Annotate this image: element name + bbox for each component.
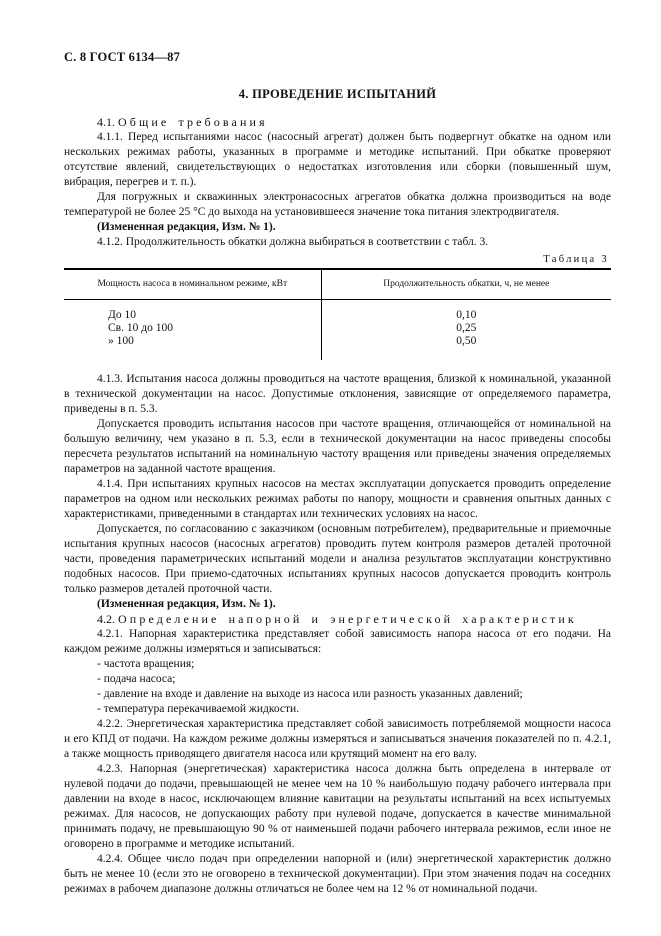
table-row <box>64 322 611 335</box>
chapter-title: 4. ПРОВЕДЕНИЕ ИСПЫТАНИЙ <box>238 87 437 101</box>
table-header-row <box>64 269 611 300</box>
cell-power-range: До 10 <box>64 300 321 323</box>
paragraph-4-1-1b: Для погружных и скважинных электронасосных агрегатов обкатка должна производиться на воде температурой не более 25 °С до выхода на установившееся значение тока питания электродвигателя. <box>64 191 611 218</box>
table-caption: Таблица 3 <box>543 254 609 265</box>
section-number: 4.2. <box>97 612 115 626</box>
paragraph-4-1-2: 4.1.2. Продолжительность обкатки должна выбираться в соответствии с табл. 3. <box>97 236 489 248</box>
amendment-note-2: (Измененная редакция, Изм. № 1). <box>97 598 276 610</box>
cell-power-range: » 100 <box>64 335 321 360</box>
amendment-note-1: (Измененная редакция, Изм. № 1). <box>97 221 276 233</box>
paragraph-4-2-1: 4.2.1. Напорная характеристика представляет собой зависимость напора насоса от его подачи. На каждом режиме должны измеряться и записываться: <box>64 628 611 655</box>
section-heading-4-2 <box>64 612 611 627</box>
table-row <box>64 335 611 360</box>
paragraph-4-1-3: 4.1.3. Испытания насоса должны проводиться на частоте вращения, близкой к номинальной, указанной в технической документации на насос. Допустимые отклонения, зависящие от определяемого параметра, приведены в п. 5.3. <box>64 373 611 415</box>
list-item-temperature: - температура перекачиваемой жидкости. <box>97 703 300 715</box>
cell-duration: 0,50 <box>456 335 477 347</box>
paragraph-4-1-4b: Допускается, по согласованию с заказчиком (основным потребителем), предварительные и приемочные испытания крупных насосов (насосных агрегатов) проводить путем контроля размеров деталей проточной части, проведения параметрических испытаний модели и анализа результатов эксплуатации конструктивно подобных насосов. При приемо-сдаточных испытаниях крупных насосов допускается проводить контроль только размеров деталей проточной части. <box>64 523 611 595</box>
section-title-text: Определение напорной и энергетической характеристик <box>118 612 577 626</box>
section-heading-4-1 <box>64 115 611 130</box>
cell-power-range: Св. 10 до 100 <box>64 322 321 335</box>
cell-duration: 0,25 <box>456 322 477 334</box>
page-header: С. 8 ГОСТ 6134—87 <box>64 50 181 64</box>
list-item-pressure: - давление на входе и давление на выходе из насоса или разность указанных давлений; <box>97 688 523 700</box>
list-item-rotation-speed: - частота вращения; <box>97 658 195 670</box>
obkatka-duration-table <box>64 268 611 360</box>
table-col-header-duration: Продолжительность обкатки, ч, не менее <box>321 269 611 300</box>
section-number: 4.1. <box>97 115 115 129</box>
paragraph-4-2-2: 4.2.2. Энергетическая характеристика представляет собой зависимость потребляемой мощности насоса и его КПД от подачи. На каждом режиме должны измеряться и записываться значения показателей по п. 4.2.1, а также мощность приводящего двигателя насоса или крутящий момент на его валу. <box>64 718 611 760</box>
table-col-header-power: Мощность насоса в номинальном режиме, кВт <box>64 269 321 300</box>
cell-duration: 0,10 <box>456 309 477 321</box>
paragraph-4-1-1: 4.1.1. Перед испытаниями насос (насосный агрегат) должен быть подвергнут обкатке на одном или нескольких режимах работы, указанных в программе и методике испытаний. При обкатке проверяют отсутствие явлений, свидетельствующих о недостатках изготовления или сборки (повышенный шум, вибрация, перегрев и т. п.). <box>64 131 611 188</box>
section-title-text: Общие требования <box>118 115 268 129</box>
paragraph-4-1-4: 4.1.4. При испытаниях крупных насосов на местах эксплуатации допускается проводить определение параметров на одном или нескольких режимах работы по напору, мощности и сравнения опытных данных с характеристиками, приведенными в стандартах или технических условиях на насос. <box>64 478 611 520</box>
paragraph-4-2-4: 4.2.4. Общее число подач при определении напорной и (или) энергетической характеристик должно быть не менее 10 (если это не оговорено в технической документации). При этом значения подач на соседних режимах в рабочем диапазоне должны отличаться не более чем на 12 % от номинальной подачи. <box>64 853 611 895</box>
list-item-pump-feed: - подача насоса; <box>97 673 176 685</box>
table-row <box>64 300 611 323</box>
paragraph-4-2-3: 4.2.3. Напорная (энергетическая) характеристика насоса должна быть определена в интервале от нулевой подачи до подачи, превышающей не менее чем на 10 % наибольшую подачу рабочего интервала при давлении на входе в насос, исключающем влияние кавитации на результаты испытаний на всех испытуемых режимах. Для насосов, не допускающих работу при нулевой подаче, допускается в качестве минимальной принимать подачу, не превышающую 90 % от наименьшей подачи рабочего интервала режимов, если иное не оговорено в программе и методике испытаний. <box>64 763 611 850</box>
paragraph-4-1-3b: Допускается проводить испытания насосов при частоте вращения, отличающейся от номинальной на большую величину, чем указано в п. 5.3, если в технической документации на насос приведены способы пересчета результатов испытаний на номинальную частоту вращения или приведены значения определяемых параметров на заданной частоте вращения. <box>64 418 611 475</box>
